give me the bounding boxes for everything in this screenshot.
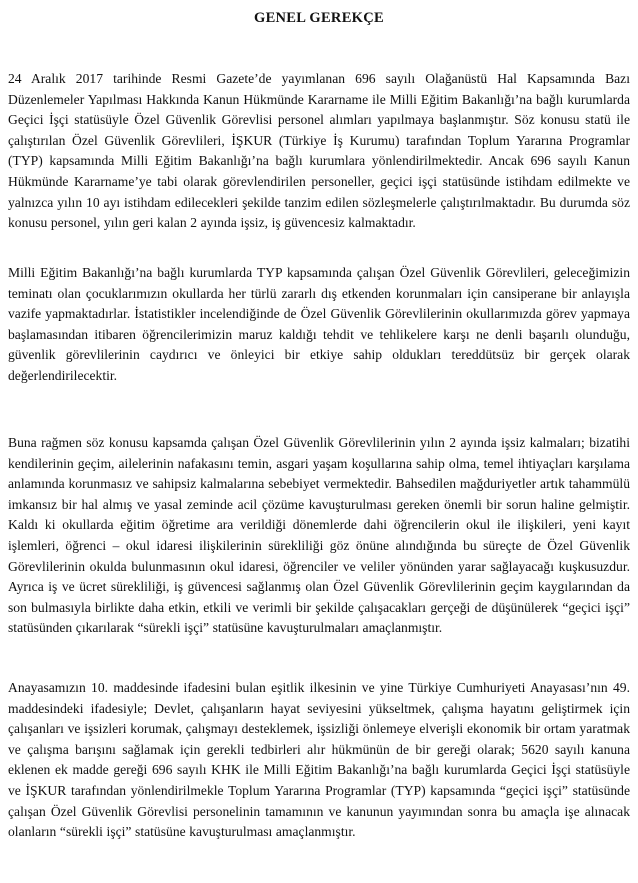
paragraph-1: 24 Aralık 2017 tarihinde Resmi Gazete’de yayımlanan 696 sayılı Olağanüstü Hal Kapsamında Bazı Düzenlemeler Yapılması Hakkında Kanun Hükmünde Kararname ile Milli Eğitim Bakanlığı’na bağlı kurumlarda Geçici İşçi statüsüyle Özel Güvenlik Görevlisi personel alımları yapılmaya başlanmıştır. Söz konusu statü ile çalıştırılan Özel Güvenlik Görevlileri, İŞKUR (Türkiye İş Kurumu) tarafından Toplum Yararına Programlar (TYP) kapsamında Milli Eğitim Bakanlığı’na bağlı kurumlara yönlendirilmektedir. Ancak 696 sayılı Kanun Hükmünde Kararname’ye tabi olarak görevlendirilen personeller, geçici işçi statüsünde istihdam edilmekte ve yalnızca yılın 10 ayı istihdam edilecekleri şekilde tanzim edilen sözleşmelerle çalıştırılmaktadır. Bu durumda söz konusu personel, yılın geri kalan 2 ayında işsiz, iş güvencesiz kalmaktadır. [8,71,630,231]
document-page [8,0,630,840]
paragraph-3: Buna rağmen söz konusu kapsamda çalışan Özel Güvenlik Görevlilerinin yılın 2 ayında işsiz kalmaları; bizatihi kendilerinin geçim, ailelerinin nafakasını temin, asgari yaşam koşullarına sahip olma, temel ihtiyaçları karşılama anlamında korunmasız ve sahipsiz kalmalarına sebebiyet vermektedir. Bahsedilen mağduriyetler artık tahammülü imkansız bir hal almış ve yasal zeminde acil çözüme kavuşturulması gereken önemli bir sorun haline gelmiştir. Kaldı ki okullarda eğitim öğretime ara verildiği dönemlerde dahi öğrencilerin okul ile ilişkileri, yeni kayıt işlemleri, öğrenci – okul idaresi ilişkilerinin sürekliliği göz önüne alındığında bu süreçte de Özel Güvenlik Görevlilerinin okulda bulunmasının okul idaresi, öğrenciler ve veliler yönünden yarar sağlayacağı kuşkusuzdur. Ayrıca iş ve ücret sürekliliği, iş güvencesi sağlanmış olan Özel Güvenlik Görevlilerinin geçim kaygılarından da son bulmasıyla birlikte daha etkin, etkili ve verimli bir şekilde çalışacakları gerçeği de düşünülerek “geçici işçi” statüsünden çıkarılarak “sürekli işçi” statüsüne kavuşturulmaları amaçlanmıştır. [8,435,630,636]
paragraph-4: Anayasamızın 10. maddesinde ifadesini bulan eşitlik ilkesinin ve yine Türkiye Cumhuriyeti Anayasası’nın 49. maddesindeki ifadesiyle; Devlet, çalışanların hayat seviyesini yükseltmek, çalışma hayatını geliştirmek için çalışanları ve işsizleri korumak, çalışmayı desteklemek, işsizliği önlemeye elverişli ekonomik bir ortam yaratmak ve çalışma barışını sağlamak için gerekli tedbirleri alır hükmünün de bir gereği olarak; 5620 sayılı kanuna eklenen ek madde gereği 696 sayılı KHK ile Milli Eğitim Bakanlığı’na bağlı kurumlarda Geçici İşçi statüsüyle ve İŞKUR tarafından yönlendirilmekle Toplum Yararına Programlar (TYP) kapsamında “geçici işçi” statüsünde çalışan Özel Güvenlik Görevlisi personelinin tamamının ve kanunun yayımından sonra bu amaçla işe alınacak olanların “sürekli işçi” statüsüne kavuşturulması amaçlanmıştır. [8,680,630,840]
document-title: GENEL GEREKÇE [253,10,384,26]
paragraph-2: Milli Eğitim Bakanlığı’na bağlı kurumlarda TYP kapsamında çalışan Özel Güvenlik Görevlileri, geleceğimizin teminatı olan çocuklarımızın okullarda her türlü zararlı dış etkenden korunmaları için cansiperane bir anlayışla vazife yapmaktadırlar. İstatistikler incelendiğinde de Özel Güvenlik Görevlilerinin okullarımızda görev yapmaya başlamasından itibaren öğrencilerimizin maruz kaldığı tehdit ve tehlikelere karşı ne denli başarılı olunduğu, güvenlik görevlilerinin caydırıcı ve önleyici bir etkiye sahip oldukları tereddütsüz bir gerçek olarak değerlendirilecektir. [8,265,630,383]
